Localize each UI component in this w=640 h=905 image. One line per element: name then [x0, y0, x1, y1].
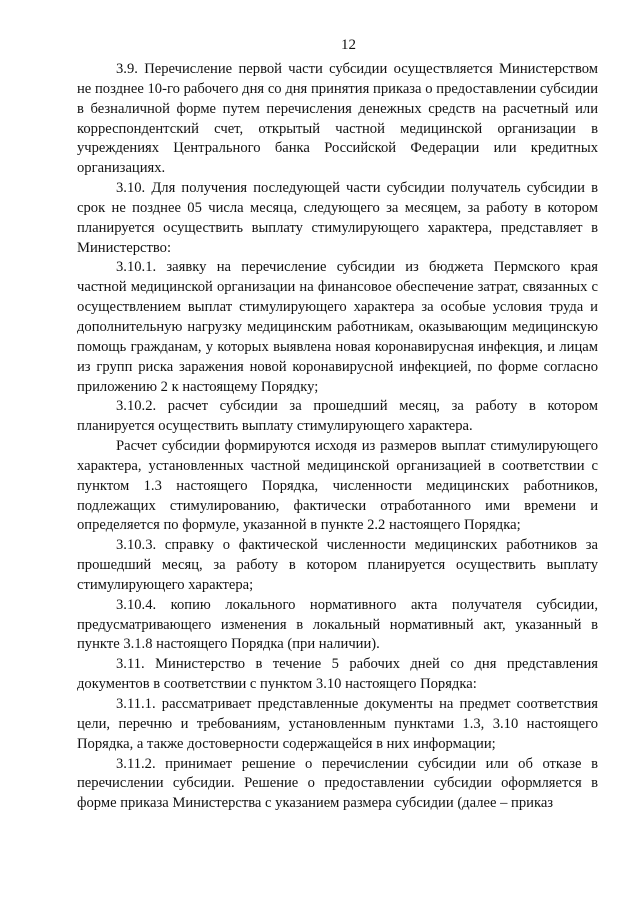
- paragraph-3-11-1: 3.11.1. рассматривает представленные документы на предмет соответствия цели, перечню и требованиям, установленным пунктами 1.3, 3.10 настоящего Порядка, а также достоверности содержащейся в них информации;: [77, 696, 598, 752]
- paragraph-3-11: 3.11. Министерство в течение 5 рабочих дней со дня представления документов в соответствии с пунктом 3.10 настоящего Порядка:: [77, 656, 598, 693]
- paragraph-3-10-3: 3.10.3. справку о фактической численности медицинских работников за прошедший месяц, за работу в котором планируется осуществить выплату стимулирующего характера;: [77, 537, 598, 593]
- page-number: 12: [341, 37, 356, 53]
- paragraph-3-11-2: 3.11.2. принимает решение о перечислении субсидии или об отказе в перечислении субсидии. Решение о предоставлении субсидии оформляется в форме приказа Министерства с указанием размера субсидии (далее – приказ: [77, 755, 598, 812]
- paragraph-3-10-1: 3.10.1. заявку на перечисление субсидии из бюджета Пермского края частной медицинской организации на финансовое обеспечение затрат, связанных с осуществлением выплат стимулирующего характера за особые условия труда и дополнительную нагрузку медицинским работникам, оказывающим медицинскую помощь гражданам, у которых выявлена новая коронавирусная инфекция, и лицам из групп риска заражения новой коронавирусной инфекцией, по форме согласно приложению 2 к настоящему Порядку;: [77, 259, 598, 395]
- paragraph-3-10-4: 3.10.4. копию локального нормативного акта получателя субсидии, предусматривающего изменения в локальный нормативный акт, указанный в пункте 3.1.8 настоящего Порядка (при наличии).: [77, 596, 598, 653]
- document-body: [77, 60, 598, 814]
- paragraph-calculation: Расчет субсидии формируются исходя из размеров выплат стимулирующего характера, установленных частной медицинской организацией в соответствии с пунктом 1.3 настоящего Порядка, численности медицинских работников, подлежащих стимулированию, фактически отработанного ими времени и определяется по формуле, указанной в пункте 2.2 настоящего Порядка;: [77, 438, 598, 534]
- paragraph-3-9: 3.9. Перечисление первой части субсидии осуществляется Министерством не позднее 10-го рабочего дня со дня принятия приказа о предоставлении субсидии в безналичной форме путем перечисления денежных средств на расчетный или корреспондентский счет, открытый частной медицинской организации в учреждениях Центрального банка Российской Федерации или кредитных организациях.: [77, 61, 598, 177]
- paragraph-3-10: 3.10. Для получения последующей части субсидии получатель субсидии в срок не позднее 05 числа месяца, следующего за месяцем, за работу в котором планируется осуществить выплату стимулирующего характера, представляет в Министерство:: [77, 180, 598, 256]
- paragraph-3-10-2: 3.10.2. расчет субсидии за прошедший месяц, за работу в котором планируется осуществить выплату стимулирующего характера.: [77, 398, 598, 435]
